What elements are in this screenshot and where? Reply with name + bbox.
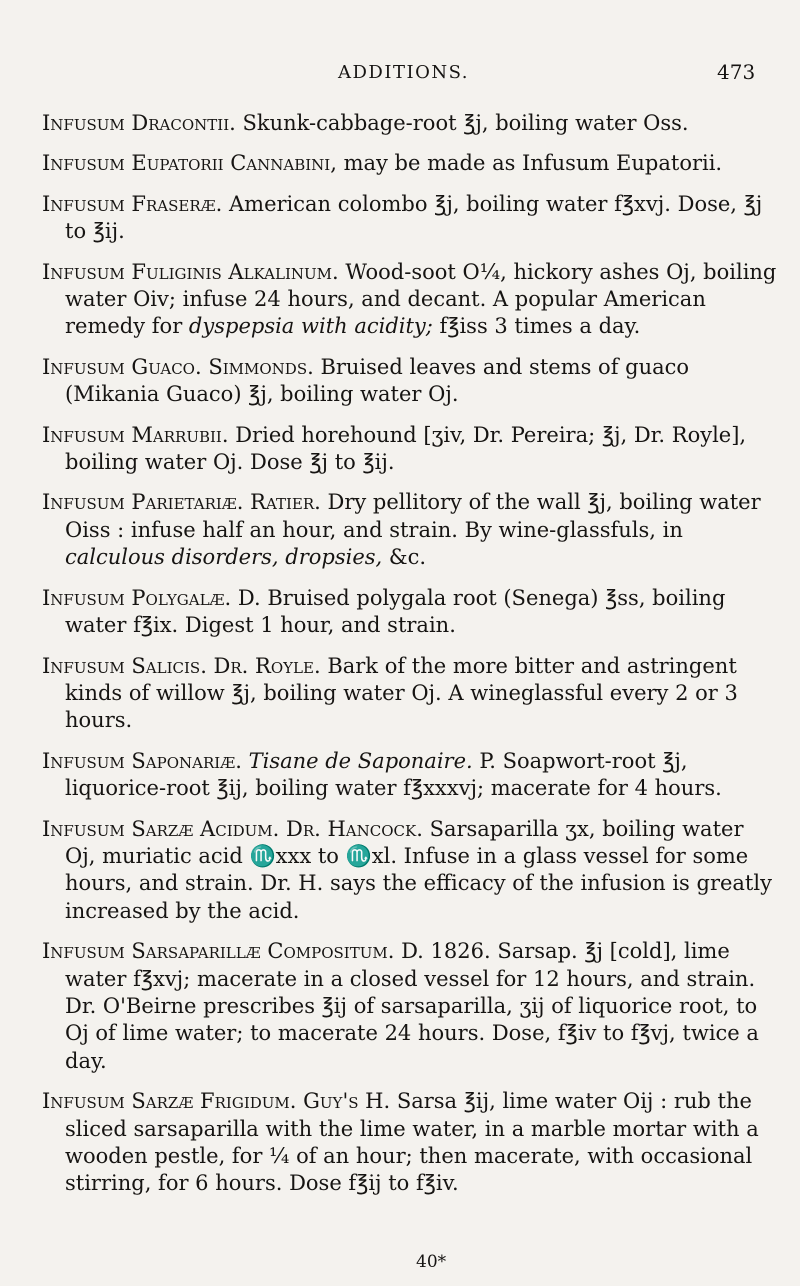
entry-text: Bruised leaves and stems of guaco (Mikania Guaco) ℥j, boiling water Oj. [65, 354, 690, 407]
entry [42, 489, 777, 571]
page-number: 473 [717, 60, 756, 84]
entry [42, 938, 777, 1075]
entry [42, 150, 777, 177]
entry-text-continued: &c. [382, 545, 427, 570]
entry [42, 354, 777, 409]
entry-text: Wood-soot O¼, hickory ashes Oj, boiling water Oiv; infuse 24 hours, and decant. A popular American remedy for [65, 259, 777, 339]
entry-text: Bark of the more bitter and astringent kinds of willow ℥j, boiling water Oj. A wineglassful every 2 or 3 hours. [65, 653, 738, 733]
entry-text-continued: f℥iss 3 times a day. [432, 314, 641, 339]
entry-italic-text: dyspepsia with acidity; [188, 314, 433, 339]
entry-text: Dried horehound [ʒiv, Dr. Pereira; ℥j, Dr. Royle], boiling water Oj. Dose ℥j to ℥ij. [65, 422, 747, 475]
entry-title: Infusum Dracontii. [42, 111, 236, 135]
entry-text: Bruised polygala root (Senega) ℥ss, boiling water f℥ix. Digest 1 hour, and strain. [65, 585, 726, 638]
entry-italic-text: calculous disorders, dropsies, [65, 545, 383, 570]
entry-text [242, 749, 249, 773]
entry-title: Infusum Sarzæ Frigidum. Guy's H. [42, 1089, 391, 1114]
entry [42, 110, 777, 137]
entry-title: Infusum Parietariæ. Ratier. [42, 490, 321, 515]
entry [42, 259, 777, 341]
entry-text: Sarsa ℥ij, lime water Oij : rub the sliced sarsaparilla with the lime water, in a marble mortar with a wooden pestle, for ¼ of an hour; then macerate, with occasional stirring, for 6 hours. Dose f℥ij to f℥iv. [65, 1089, 759, 1196]
entry-title: Infusum Polygalæ. D. [42, 585, 261, 610]
entry-title: Infusum Saponariæ. [42, 748, 242, 773]
entry-text: Sarsap. ℥j [cold], lime water f℥xvj; macerate in a closed vessel for 12 hours, and strain. Dr. O'Beirne prescribes ℥ij of sarsaparilla, ʒij of liquorice root, to Oj of lime water; to macerate 24 hours. Dose, f℥iv to f℥vj, twice a day. [65, 939, 759, 1073]
entry-text-continued: P. Soapwort-root ℥j, liquorice-root ℥ij, boiling water f℥xxxvj; macerate for 4 hours. [65, 748, 722, 801]
entry-text: American colombo ℥j, boiling water f℥xvj. Dose, ℥j to ℥ij. [65, 191, 763, 244]
entry-text: Sarsaparilla ʒx, boiling water Oj, muriatic acid ♏xxx to ♏xl. Infuse in a glass vessel for some hours, and strain. Dr. H. says the efficacy of the infusion is greatly increased by the acid. [65, 816, 772, 923]
entry [42, 422, 777, 477]
entry-title: Infusum Marrubii. [42, 422, 229, 447]
entry [42, 1088, 777, 1198]
entry-title: Infusum Fuliginis Alkalinum. [42, 259, 339, 284]
entry [42, 816, 777, 926]
entry [42, 748, 777, 803]
running-head [0, 62, 800, 92]
entry-title: Infusum Sarzæ Acidum. Dr. Hancock. [42, 816, 423, 841]
entry [42, 585, 777, 640]
entries-list [42, 110, 777, 1211]
entry-title: Infusum Salicis. Dr. Royle. [42, 653, 321, 678]
entry-title: Infusum Eupatorii Cannabini, [42, 151, 337, 176]
entry-title: Infusum Guaco. Simmonds. [42, 354, 314, 379]
entry-text: may be made as Infusum Eupatorii. [336, 151, 723, 176]
entry-text: Dry pellitory of the wall ℥j, boiling water Oiss : infuse half an hour, and strain. By wine-glassfuls, in [65, 490, 761, 542]
entry [42, 191, 777, 246]
running-title: ADDITIONS. [338, 62, 470, 83]
entry-title: Infusum Sarsaparillæ Compositum. D. 1826. [42, 939, 491, 964]
entry-text: Skunk-cabbage-root ℥j, boiling water Oss. [235, 111, 689, 135]
entry-title: Infusum Fraseræ. [42, 191, 223, 216]
entry [42, 653, 777, 735]
entry-italic-text: Tisane de Saponaire. [248, 748, 473, 773]
signature-mark: 40* [416, 1252, 447, 1272]
